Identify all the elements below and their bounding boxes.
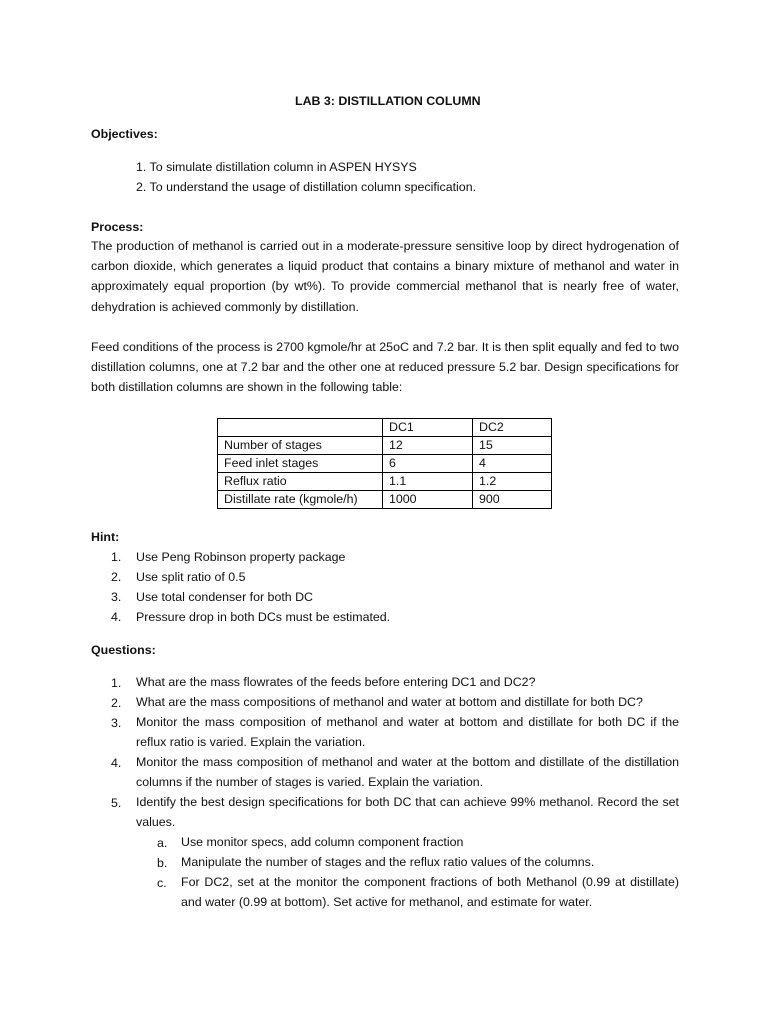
design-spec-table	[217, 418, 552, 509]
table-cell: 15	[473, 437, 552, 455]
question-text: Identify the best design specifications for both DC that can achieve 99% methanol. Record the set values.	[136, 795, 679, 830]
question-number: 5.	[111, 796, 122, 810]
page-title: LAB 3: DISTILLATION COLUMN	[295, 94, 481, 108]
table-row	[218, 473, 552, 491]
process-paragraph-2: Feed conditions of the process is 2700 kgmole/hr at 25oC and 7.2 bar. It is then split equally and fed to two distillation columns, one at 7.2 bar and the other one at reduced pressure 5.2 bar. Design specifications for both distillation columns are shown in the following table:	[91, 340, 679, 395]
table-cell: 1000	[383, 491, 473, 509]
sub-item-text: Use monitor specs, add column component fraction	[181, 835, 464, 849]
table-cell: 6	[383, 455, 473, 473]
hint-text: Use Peng Robinson property package	[136, 550, 346, 564]
table-cell: 1.1	[383, 473, 473, 491]
table-row	[218, 491, 552, 509]
table-cell: Number of stages	[218, 437, 383, 455]
sub-item-letter: b.	[157, 856, 168, 870]
sub-item-text: For DC2, set at the monitor the component fractions of both Methanol (0.99 at distillate) and water (0.99 at bottom). Set active for methanol, and estimate for water.	[181, 875, 679, 910]
hint-number: 4.	[111, 610, 122, 624]
table-header-row	[218, 419, 552, 437]
table-row	[218, 455, 552, 473]
hint-number: 2.	[111, 570, 122, 584]
hint-text: Pressure drop in both DCs must be estimated.	[136, 610, 391, 624]
table-cell: Distillate rate (kgmole/h)	[218, 491, 383, 509]
hint-heading: Hint:	[91, 530, 120, 544]
question-number: 2.	[111, 696, 122, 710]
hint-number: 3.	[111, 590, 122, 604]
question-number: 1.	[111, 676, 122, 690]
table-cell: Reflux ratio	[218, 473, 383, 491]
question-number: 3.	[111, 716, 122, 730]
hint-text: Use split ratio of 0.5	[136, 570, 246, 584]
question-text: Monitor the mass composition of methanol and water at the bottom and distillate of the distillation columns if the number of stages is varied. Explain the variation.	[136, 755, 679, 790]
table-cell: 900	[473, 491, 552, 509]
hint-number: 1.	[111, 550, 122, 564]
table-cell: Feed inlet stages	[218, 455, 383, 473]
sub-item-letter: c.	[157, 876, 167, 890]
objective-item-1: 1. To simulate distillation column in ASPEN HYSYS	[136, 160, 417, 174]
table-header-cell: DC1	[383, 419, 473, 437]
question-text: What are the mass compositions of methanol and water at bottom and distillate for both DC?	[136, 695, 643, 709]
question-number: 4.	[111, 756, 122, 770]
table-row	[218, 437, 552, 455]
table-header-cell: DC2	[473, 419, 552, 437]
sub-item-text: Manipulate the number of stages and the reflux ratio values of the columns.	[181, 855, 595, 869]
questions-heading: Questions:	[91, 643, 156, 657]
table-cell: 1.2	[473, 473, 552, 491]
document-page	[91, 0, 679, 1024]
table-cell: 4	[473, 455, 552, 473]
objective-item-2: 2. To understand the usage of distillation column specification.	[136, 180, 477, 194]
table-cell: 12	[383, 437, 473, 455]
question-text: What are the mass flowrates of the feeds before entering DC1 and DC2?	[136, 675, 536, 689]
objectives-heading: Objectives:	[91, 127, 158, 141]
table-header-cell	[218, 419, 383, 437]
question-text: Monitor the mass composition of methanol and water at bottom and distillate for both DC if the reflux ratio is varied. Explain the variation.	[136, 715, 679, 750]
sub-item-letter: a.	[157, 836, 168, 850]
process-paragraph-1: The production of methanol is carried out in a moderate-pressure sensitive loop by direct hydrogenation of carbon dioxide, which generates a liquid product that contains a binary mixture of methanol and water in approximately equal proportion (by wt%). To provide commercial methanol that is nearly free of water, dehydration is achieved commonly by distillation.	[91, 239, 679, 314]
hint-text: Use total condenser for both DC	[136, 590, 314, 604]
process-heading: Process:	[91, 220, 144, 234]
